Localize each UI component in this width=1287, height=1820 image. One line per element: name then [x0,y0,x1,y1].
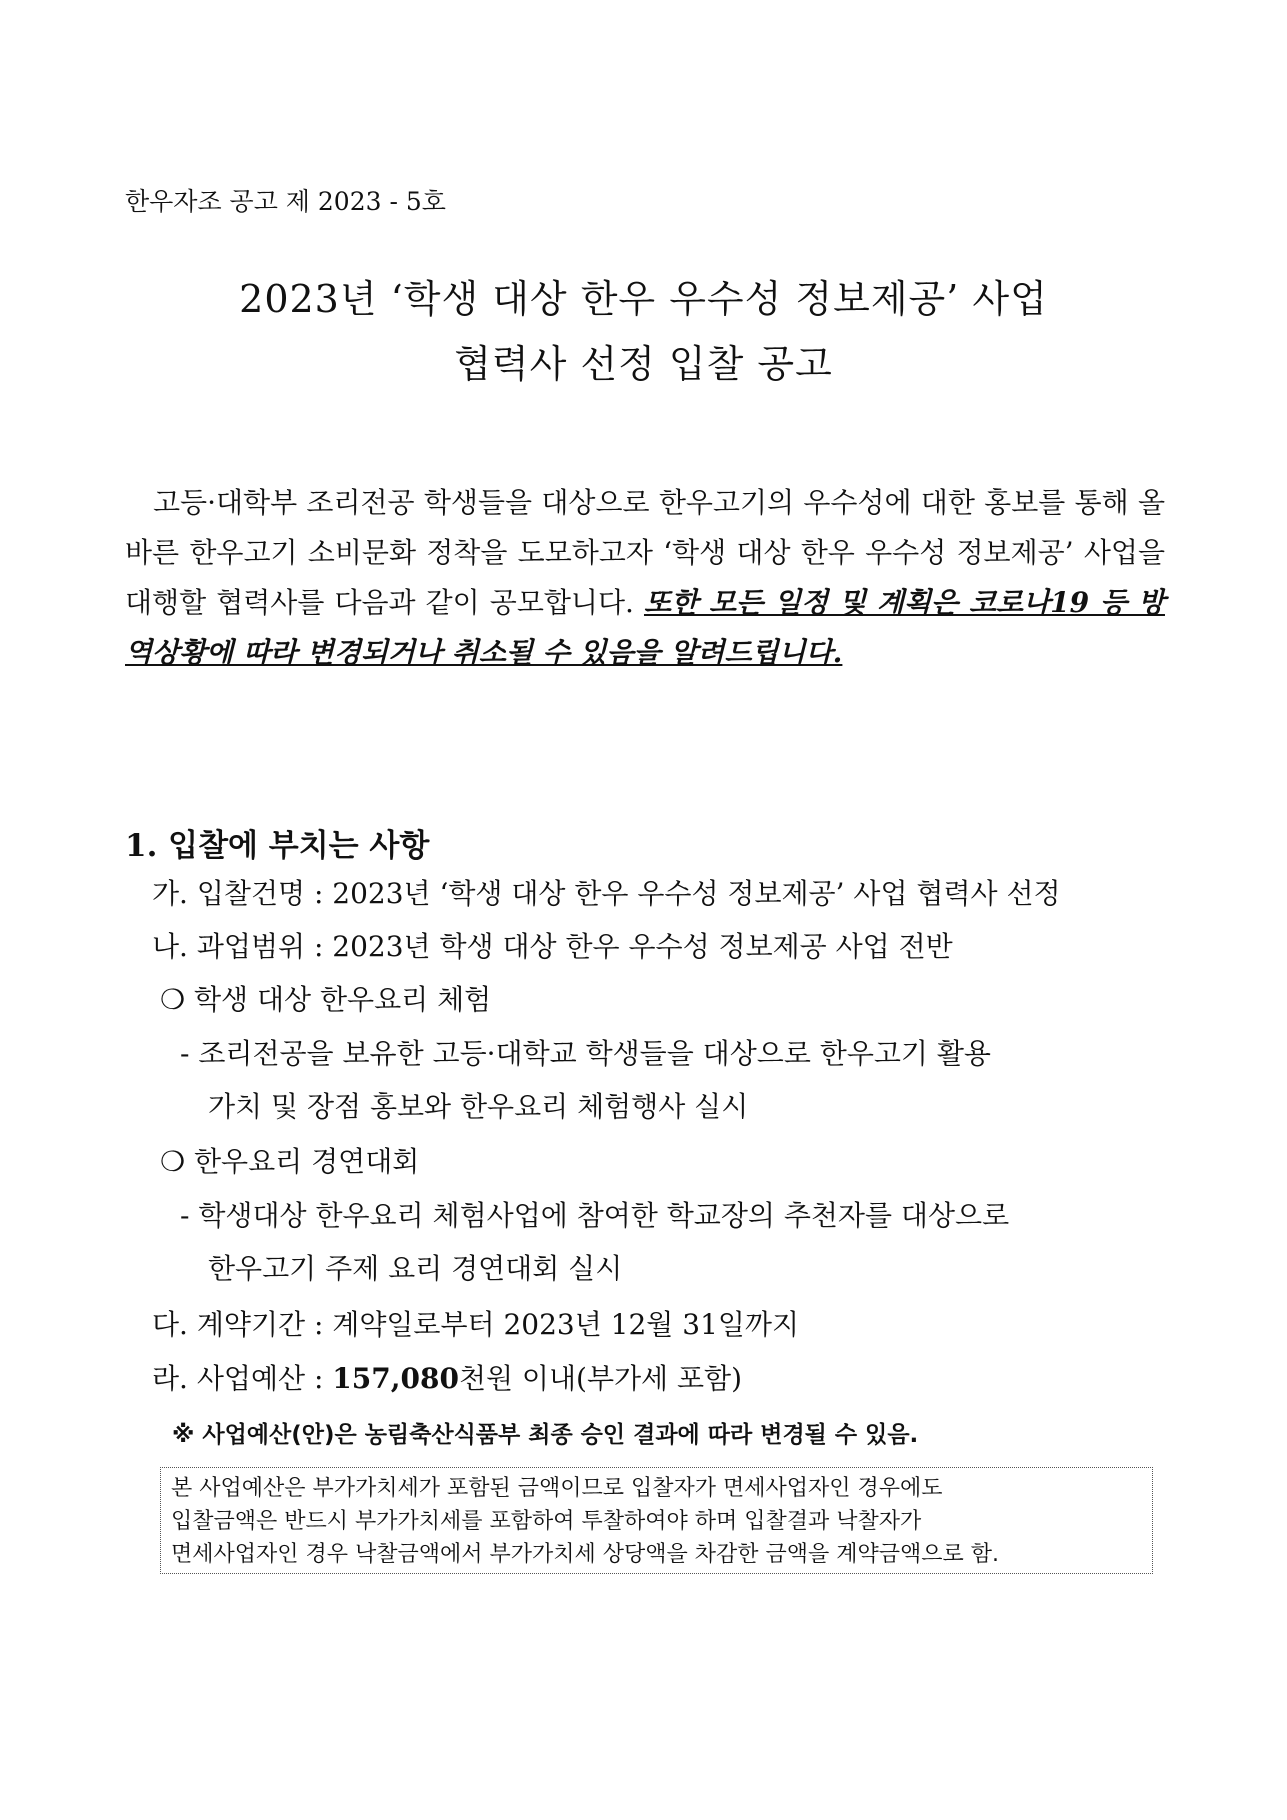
page-title-line2: 협력사 선정 입찰 공고 [454,342,833,386]
intro-paragraph [125,478,1165,678]
vat-notice-box [160,1467,1153,1574]
intro-emphasis: 또한 모든 일정 및 계획은 코로나19 등 방역상황에 따라 변경되거나 취소될 수 있음을 알려드립니다. [125,586,1165,669]
vat-notice-line-1: 본 사업예산은 부가가치세가 포함된 금액이므로 입찰자가 면세사업자인 경우에도 [171,1476,943,1501]
item-ra [152,1357,742,1397]
sub2-desc-2: 한우고기 주제 요리 경연대회 실시 [208,1252,623,1285]
section-1-title: 1. 입찰에 부치는 사항 [125,828,430,864]
vat-notice-line-3: 면세사업자인 경우 낙찰금액에서 부가가치세 상당액을 차감한 금액을 계약금액으로 함. [171,1542,1000,1567]
sub1-desc-2: 가치 및 장점 홍보와 한우요리 체험행사 실시 [208,1090,749,1123]
item-ga: 가. 입찰건명 : 2023년 ‘학생 대상 한우 우수성 정보제공’ 사업 협력사 선정 [152,877,1061,910]
sub2-title: ❍ 한우요리 경연대회 [160,1145,420,1178]
item-da: 다. 계약기간 : 계약일로부터 2023년 12월 31일까지 [152,1308,800,1341]
page-title-line1: 2023년 ‘학생 대상 한우 우수성 정보제공’ 사업 [239,277,1048,321]
item-ra-suffix: 천원 이내(부가세 포함) [458,1362,743,1395]
intro-text: 고등·대학부 조리전공 학생들을 대상으로 한우고기의 우수성에 대한 홍보를 통해 올바른 한우고기 소비문화 정착을 도모하고자 ‘학생 대상 한우 우수성 정보제공’ 사업을 대행할 협력사를 다음과 같이 공모합니다. [125,486,1165,619]
item-ra-prefix: 라. 사업예산 : [152,1362,333,1395]
budget-amount: 157,080 [332,1362,459,1395]
vat-notice-line-2: 입찰금액은 반드시 부가가치세를 포함하여 투찰하여야 하며 입찰결과 낙찰자가 [171,1509,922,1534]
notice-number: 한우자조 공고 제 2023 - 5호 [125,187,446,216]
sub1-desc-1: - 조리전공을 보유한 고등·대학교 학생들을 대상으로 한우고기 활용 [180,1037,991,1070]
budget-note: ※ 사업예산(안)은 농림축산식품부 최종 승인 결과에 따라 변경될 수 있음. [172,1422,919,1448]
item-na: 나. 과업범위 : 2023년 학생 대상 한우 우수성 정보제공 사업 전반 [152,930,953,963]
sub2-desc-1: - 학생대상 한우요리 체험사업에 참여한 학교장의 추천자를 대상으로 [180,1199,1010,1232]
sub1-title: ❍ 학생 대상 한우요리 체험 [160,983,492,1016]
